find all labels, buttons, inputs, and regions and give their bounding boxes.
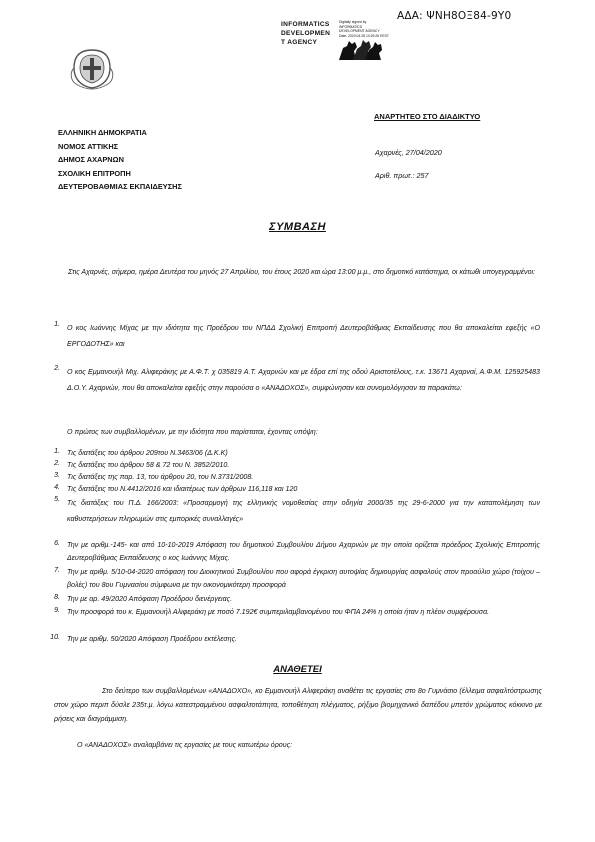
signature-line: DEVELOPMENT AGENCY: [339, 29, 380, 33]
org-line: ΣΧΟΛΙΚΗ ΕΠΙΤΡΟΠΗ: [58, 168, 131, 178]
greek-coat-of-arms-icon: [66, 44, 118, 92]
list-text: Ο κος Εμμανουήλ Μιχ. Αλιφεράκης με Α.Φ.Τ. χ 035819 Α.Τ. Αχαρνών και με έδρα επί της οδού Αριστοτέλους, τ.κ. 13671 Αχαρναί, Α.Φ.Μ. 125925483 Δ.Ο.Υ. Αχαρνών, που θα αποκαλείται εφεξής στην παρούσα ο «ΑΝΑΔΟΧΟΣ», συμφώνησαν και συνομολόγησαν τα παρακάτω:: [67, 368, 540, 392]
list-text: Την με αριθμ.-145- και από 10-10-2019 Απόφαση του δημοτικού Συμβουλίου Δήμου Αχαρνών με την οποία ορίζεται πρόεδρος Σχολικής Επιτροπής Δευτεροβάθμιας Εκπαίδευσης ο κος Ιωάννης Μίχας.: [67, 541, 540, 562]
document-title: ΣΥΜΒΑΣΗ: [269, 221, 326, 233]
ada-code: ΑΔΑ: ΨΝΗ8ΟΞ84-9Υ0: [397, 10, 512, 22]
list-number: 7.: [54, 566, 60, 574]
list-text: Τις διατάξεις του άρθρου 58 & 72 του Ν. 3852/2010.: [67, 461, 230, 469]
org-line: ΔΕΥΤΕΡΟΒΑΘΜΙΑΣ ΕΚΠΑΙΔΕΥΣΗΣ: [58, 182, 182, 192]
digital-signature-block: [339, 20, 389, 38]
signature-line: Digitally signed by: [339, 20, 367, 24]
assignment-paragraph: Στο δεύτερο των συμβαλλομένων «ΑΝΑΔΟΧΟ», κο Εμμανουήλ Αλιφεράκη αναθέτει τις εργασίες στο 8ο Γυμνάσιο (έλλειμα ασφαλτόστρωσης στον χώρο περιπ δύσλε 235τ.μ. λόγω κατεστραμμένου ασφαλτοτάπητα, τοποθέτηση πλέγματος, ρήξιμο βιομηχανικό δαπέδου μπετόν χρώματος κόκκινο με ρήσεις και διαγράμμιση.: [54, 687, 542, 723]
list-number: 6.: [54, 539, 60, 547]
list-number: 10.: [50, 633, 60, 641]
signature-line: Date: 2020.04.28 10:25:26 EEST: [339, 33, 389, 38]
list-number: 2.: [54, 364, 60, 372]
list-text: Ο κος Ιωάννης Μίχας με την ιδιότητα της Προέδρου του ΝΠΔΔ Σχολική Επιτροπή Δευτεροβάθμιας Εκπαίδευσης που θα αποκαλείται εφεξής «Ο ΕΡΓΟΔΟΤΗΣ» και: [67, 324, 540, 348]
posted-online-label: ΑΝΑΡΤΗΤΕΟ ΣΤΟ ΔΙΑΔΙΚΤΥΟ: [374, 112, 481, 121]
list-text: Την με αρ. 49/2020 Απόφαση Προέδρου διενέργειας.: [67, 595, 233, 603]
list-text: Τις διατάξεις του άρθρου 209του Ν.3463/06 (Δ.Κ.Κ): [67, 449, 228, 457]
organization-header: [58, 126, 182, 194]
signature-line: INFORMATICS: [339, 24, 363, 29]
considerations-intro: Ο πρώτος των συμβαλλομένων, με την ιδιότητα που παρίσταται, έχοντας υπόψη:: [67, 428, 318, 436]
list-text: Την με αριθμ. 5/10-04-2020 απόφαση του Διοικητικού Συμβουλίου που αφορά έγκριση αυτοψίας δημιουργίας ασφαλούς στον προαύλιο χώρο (τοίχου – βολές) του 8ου Γυμνασίου σύμφωνα με την οικονομικότερη προσφορά: [67, 568, 540, 589]
list-number: 8.: [54, 593, 60, 601]
closing-paragraph: Ο «ΑΝΑΔΟΧΟΣ» αναλαμβάνει τις εργασίες με τους κατωτέρω όρους:: [77, 741, 293, 749]
org-line: ΔΗΜΟΣ ΑΧΑΡΝΩΝ: [58, 155, 124, 165]
org-line: ΝΟΜΟΣ ΑΤΤΙΚΗΣ: [58, 141, 119, 151]
list-number: 4.: [54, 483, 60, 491]
list-number: 1.: [54, 447, 60, 455]
horses-logo-icon: [337, 38, 383, 62]
list-text: Την με αριθμ. 50/2020 Απόφαση Προέδρου εκτέλεσης.: [67, 635, 238, 643]
list-number: 1.: [54, 320, 60, 328]
list-number: 9.: [54, 606, 60, 614]
list-text: Την προσφορά του κ. Εμμανουήλ Αλιφεράκη με ποσό 7.192€ συμπεριλαμβανομένου του ΦΠΑ 24% η οποία ήταν η πλέον συμφέρουσα.: [67, 608, 490, 616]
assignment-heading: ΑΝΑΘΕΤΕΙ: [273, 664, 322, 675]
agency-logo-text: [281, 20, 330, 47]
list-number: 5.: [54, 495, 60, 503]
org-line: ΕΛΛΗΝΙΚΗ ΔΗΜΟΚΡΑΤΙΑ: [58, 128, 147, 137]
logo-line: DEVELOPMEN: [281, 30, 331, 37]
list-number: 3.: [54, 471, 60, 479]
list-text: Τις διατάξεις του Ν.4412/2016 και ιδιαιτέρως των άρθρων 116,118 και 120: [67, 485, 298, 493]
list-text: Τις διατάξεις του Π.Δ. 166/2003: «Προσαρμογή της ελληνικής νομοθεσίας στην οδηγία 2000/35 της 29-6-2000 για την καταπολέμηση των καθυστερήσεων πληρωμών στις εμπορικές συναλλαγές»: [67, 499, 540, 523]
protocol-number: Αριθ. πρωτ.: 257: [375, 171, 429, 180]
logo-line: INFORMATICS: [281, 21, 330, 28]
document-meta: [375, 141, 442, 187]
document-date: Αχαρνές, 27/04/2020: [375, 148, 442, 157]
list-text: Τις διατάξεις της παρ. 13, του άρθρου 20, του Ν.3731/2008.: [67, 473, 254, 481]
list-number: 2.: [54, 459, 60, 467]
intro-paragraph: Στις Αχαρνές, σήμερα, ημέρα Δευτέρα του μηνός 27 Απριλίου, του έτους 2020 και ώρα 13:00 μ.μ., στο δημοτικό κατάστημα, οι κάτωθι υπογεγραμμένοι:: [68, 268, 536, 276]
logo-line: T AGENCY: [281, 39, 318, 46]
